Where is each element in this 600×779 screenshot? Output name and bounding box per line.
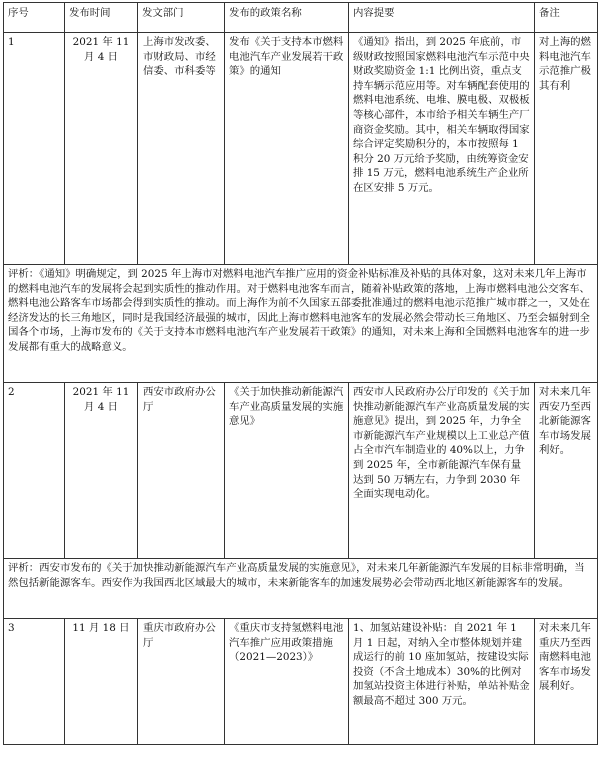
row-date: 2021 年 11 月 4 日	[65, 383, 138, 559]
comment-row	[4, 265, 598, 383]
row-dept: 上海市发改委、市财政局、市经信委、市科委等	[138, 33, 225, 265]
row-comment: 评析：《通知》明确规定，到 2025 年上海市对燃料电池汽车推广应用的资金补贴标准及补贴的具体对象，这对未来几年上海市的燃料电池汽车的发展将会起到实质性的推动作用。对于燃料电池客车而言，随着补贴政策的落地，上海市燃料电池公交客车、燃料电池公路客车市场都会得到实质性的推动。而上海作为前不久国家五部委批准通过的燃料电池示范推广城市群之一，又处在经济发达的长三角地区，同时是我国经济最强的城市，因此上海市燃料电池客车的发展必然会带动长三角地区、乃至会辐射到全国各个市场，上海市发布的《关于支持本市燃料电池汽车产业发展若干政策》的通知，对未来上海和全国燃料电池客车的进一步发展都有重大的战略意义。	[4, 265, 598, 383]
header-row	[4, 3, 598, 33]
row-seq: 2	[4, 383, 65, 559]
row-date: 11 月 18 日	[65, 619, 138, 745]
row-date: 2021 年 11 月 4 日	[65, 33, 138, 265]
row-seq: 3	[4, 619, 65, 745]
row-note: 对上海的燃料电池汽车示范推广极其有利	[535, 33, 598, 265]
row-note: 对未来几年重庆乃至西南燃料电池客车市场发展利好。	[535, 619, 598, 745]
row-summary: 《通知》指出，到 2025 年底前，市级财政按照国家燃料电池汽车示范中央财政奖励资金 1:1 比例出资，重点支持车辆示范应用等。对车辆配套使用的燃料电池系统、电堆、膜电极、双极板等核心部件，本市给予相关车辆生产厂商资金奖励。其中，相关车辆取得国家综合评定奖励积分的，本市按照每 1 积分 20 万元给予奖励，由统筹资金安排 15 万元，燃料电池系统生产企业所在区安排 5 万元。	[349, 33, 535, 265]
row-policy: 《关于加快推动新能源汽车产业高质量发展的实施意见》	[225, 383, 349, 559]
row-comment: 评析：西安市发布的《关于加快推动新能源汽车产业高质量发展的实施意见》，对未来几年新能源汽车发展的目标非常明确，当然包括新能源客车。西安作为我国西北区域最大的城市，未来新能客车的加速发展势必会带动西北地区新能源客车的发展。	[4, 559, 598, 619]
table-row	[4, 383, 598, 559]
policy-table-page	[3, 2, 597, 745]
header-dept: 发文部门	[138, 3, 225, 33]
row-summary: 西安市人民政府办公厅印发的《关于加快推动新能源汽车产业高质量发展的实施意见》提出，到 2025 年，力争全市新能源汽车产业规模以上工业总产值占全市汽车制造业的 40%以上，力争到 2025 年，全市新能源汽车保有量达到 50 万辆左右，力争到 2030 年全面实现电动化。	[349, 383, 535, 559]
comment-row	[4, 559, 598, 619]
row-policy: 《重庆市支持氢燃料电池汽车推广应用政策措施（2021—2023）》	[225, 619, 349, 745]
header-note: 备注	[535, 3, 598, 33]
row-dept: 重庆市政府办公厅	[138, 619, 225, 745]
header-date: 发布时间	[65, 3, 138, 33]
table-row	[4, 619, 598, 745]
header-seq: 序号	[4, 3, 65, 33]
row-policy: 发布《关于支持本市燃料电池汽车产业发展若干政策》的通知	[225, 33, 349, 265]
table-row	[4, 33, 598, 265]
row-dept: 西安市政府办公厅	[138, 383, 225, 559]
row-note: 对未来几年西安乃至西北新能源客车市场发展利好。	[535, 383, 598, 559]
row-seq: 1	[4, 33, 65, 265]
header-policy: 发布的政策名称	[225, 3, 349, 33]
header-summary: 内容提要	[349, 3, 535, 33]
row-summary: 1、加氢站建设补贴：自 2021 年 1 月 1 日起，对纳入全市整体规划并建成运行的前 10 座加氢站，按建设实际投资（不含土地成本）30%的比例对加氢站投资主体进行补贴，单站补贴金额最高不超过 300 万元。	[349, 619, 535, 745]
policy-table	[3, 2, 598, 745]
